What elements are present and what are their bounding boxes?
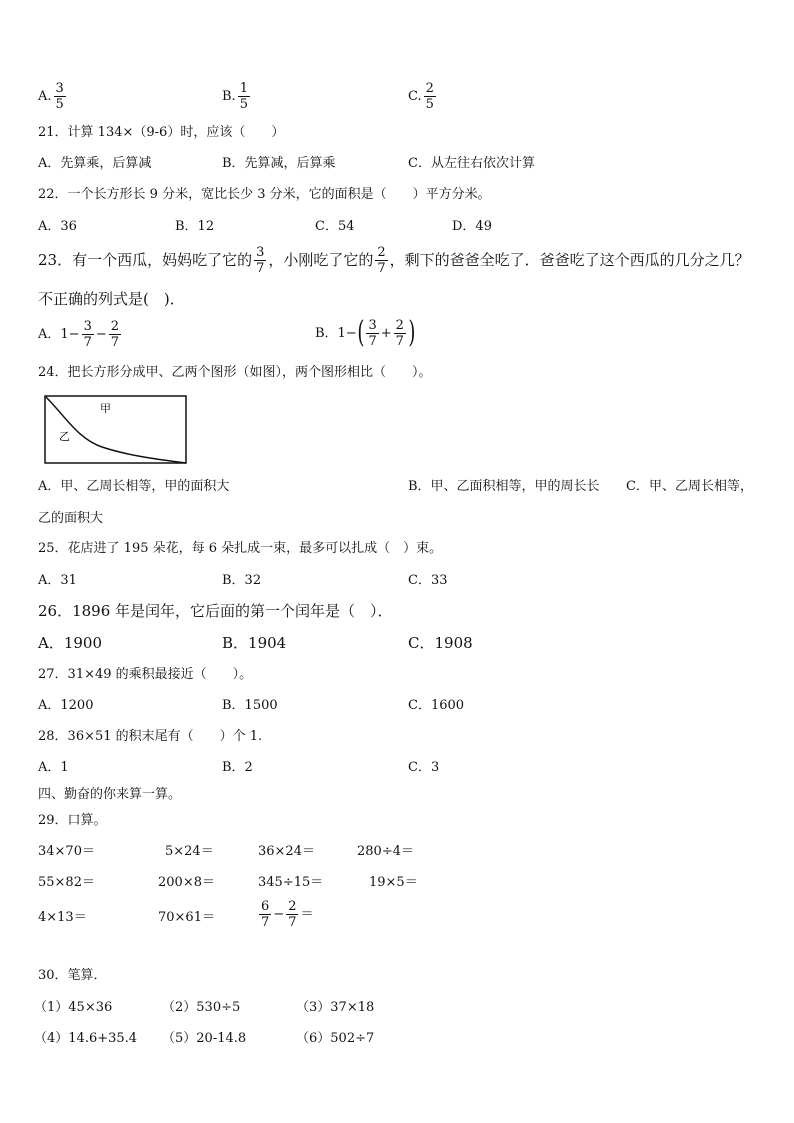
q23-option-a: A．1− $\frac{3}{7}$ − $\frac{2}{7}$	[38, 319, 120, 350]
label-yi: 乙	[59, 430, 70, 443]
q21-option-b: B．先算减，后算乘	[222, 156, 336, 171]
oral-calc-item: 70×61＝	[158, 910, 215, 925]
oral-calc-item: 280÷4＝	[357, 844, 414, 859]
q27-option-a: A．1200	[38, 698, 94, 713]
written-calc-item: （5）20-14.8	[162, 1031, 247, 1046]
q24-option-c-continued: 乙的面积大	[38, 511, 104, 526]
q25-option-c: C．33	[408, 573, 448, 588]
q25-option-a: A．31	[38, 573, 77, 588]
oral-calc-item: 34×70＝	[38, 844, 95, 859]
q27-option-c: C．1600	[408, 698, 465, 713]
q24-option-c: C．甲、乙周长相等，	[626, 479, 753, 494]
q24-option-a: A．甲、乙周长相等，甲的面积大	[38, 479, 230, 494]
q26-option-a: A．1900	[38, 634, 103, 652]
fraction: $\frac{2}{5}$	[425, 81, 434, 112]
q26-option-b: B．1904	[222, 634, 287, 652]
q24-stem: 24．把长方形分成甲、乙两个图形（如图），两个图形相比（ ）。	[38, 365, 432, 380]
q25-option-b: B．32	[222, 573, 262, 588]
q20-option-b: B. $\frac{1}{5}$	[222, 81, 248, 112]
oral-calc-item: 19×5＝	[369, 875, 418, 890]
right-paren: )	[408, 315, 416, 350]
q28-option-b: B．2	[222, 760, 253, 775]
section-heading: 四、勤奋的你来算一算。	[38, 787, 182, 802]
q23-stem-line2: 不正确的列式是( )．	[38, 290, 185, 308]
fraction: $\frac{3}{5}$	[55, 81, 64, 112]
q27-option-b: B．1500	[222, 698, 278, 713]
fraction: $\frac{2}{7}$	[377, 245, 386, 276]
fraction: $\frac{2}{7}$	[110, 319, 120, 350]
left-paren: (	[357, 315, 365, 350]
fraction: $\frac{3}{7}$	[83, 319, 92, 350]
q22-option-a: A．36	[38, 219, 77, 234]
fraction: $\frac{2}{7}$	[288, 899, 297, 930]
fraction: $\frac{2}{7}$	[395, 317, 404, 349]
oral-calc-item: 200×8＝	[158, 875, 215, 890]
q20-option-a: A. $\frac{3}{5}$	[38, 81, 64, 112]
q21-option-a: A．先算乘，后算减	[38, 156, 152, 171]
q21-stem: 21．计算 134×（9-6）时，应该（ ）	[38, 125, 285, 140]
q26-option-c: C．1908	[408, 634, 473, 652]
q28-option-a: A．1	[38, 760, 69, 775]
q26-stem: 26．1896 年是闰年，它后面的第一个闰年是（ ）．	[38, 602, 393, 620]
written-calc-item: （3）37×18	[296, 1000, 375, 1015]
oral-calc-item: 345÷15＝	[258, 875, 324, 890]
fraction: $\frac{1}{5}$	[239, 81, 248, 112]
fraction: $\frac{3}{7}$	[368, 317, 377, 349]
q24-option-b: B．甲、乙面积相等，甲的周长长	[408, 479, 600, 494]
q25-stem: 25．花店进了 195 朵花，每 6 朵扎成一束，最多可以扎成（ ）束。	[38, 541, 443, 556]
written-calc-item: （2）530÷5	[162, 1000, 241, 1015]
q22-option-d: D．49	[452, 219, 492, 234]
written-calc-item: （4）14.6+35.4	[34, 1031, 138, 1046]
q22-option-b: B．12	[175, 219, 215, 234]
q29-stem: 29．口算。	[38, 813, 107, 828]
written-calc-item: （1）45×36	[34, 1000, 113, 1015]
oral-calc-item: 36×24＝	[258, 844, 315, 859]
q27-stem: 27．31×49 的乘积最接近（ ）。	[38, 667, 253, 682]
q22-stem: 22．一个长方形长 9 分米，宽比长少 3 分米，它的面积是（ ）平方分米。	[38, 187, 491, 202]
rectangle-figure	[44, 395, 188, 465]
q21-option-c: C．从左往右依次计算	[408, 156, 535, 171]
fraction: $\frac{6}{7}$	[261, 899, 270, 930]
oral-calc-item: 55×82＝	[38, 875, 95, 890]
q28-option-c: C．3	[408, 760, 440, 775]
q23-stem: 23．有一个西瓜，妈妈吃了它的 $\frac{3}{7}$ ，小刚吃了它的 $\frac{2}{7}$ ，剩下的爸爸全吃了．爸爸吃了这个西瓜的几分之几？	[38, 245, 750, 276]
q28-stem: 28．36×51 的积末尾有（ ）个 1.	[38, 729, 263, 744]
q22-option-c: C．54	[315, 219, 355, 234]
q20-option-c: C. $\frac{2}{5}$	[408, 81, 434, 112]
oral-calc-item: 5×24＝	[165, 844, 214, 859]
q23-option-b: B．1− ( $\frac{3}{7}$ + $\frac{2}{7}$ )	[315, 315, 416, 350]
oral-calc-item: 4×13＝	[38, 910, 87, 925]
label-jia: 甲	[100, 402, 111, 415]
written-calc-item: （6）502÷7	[296, 1031, 375, 1046]
fraction: $\frac{3}{7}$	[256, 245, 265, 276]
q30-stem: 30．笔算．	[38, 968, 107, 983]
oral-calc-item: $\frac{6}{7}$ − $\frac{2}{7}$ ＝	[261, 899, 314, 930]
